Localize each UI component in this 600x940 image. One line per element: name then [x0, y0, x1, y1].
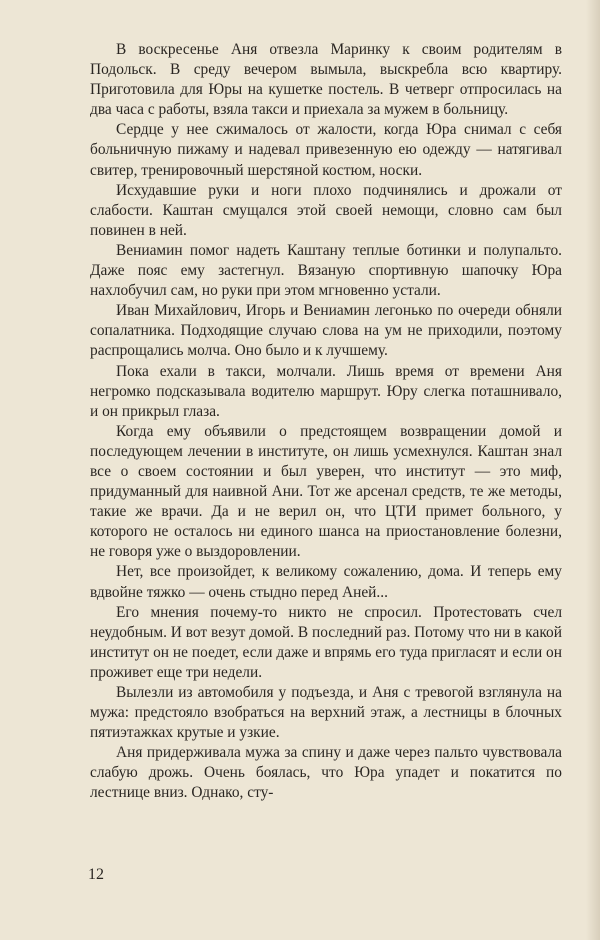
paragraph: Его мнения почему-то никто не спросил. Протестовать счел неудобным. И вот везут домой. В последний раз. Потому что ни в какой институт он не поедет, если даже и впрямь его туда пригласят и если он проживет еще три недели. [90, 603, 562, 681]
paragraph: Вылезли из автомобиля у подъезда, и Аня с тревогой взглянула на мужа: предстояло взобраться на верхний этаж, а лестницы в блочных пятиэтажках крутые и узкие. [90, 684, 562, 742]
paragraph: Нет, все произойдет, к великому сожалению, дома. И теперь ему вдвойне тяжко — очень стыдно перед Аней... [90, 563, 562, 601]
paragraph: Иван Михайлович, Игорь и Вениамин легонько по очереди обняли сопалатника. Подходящие случаю слова на ум не приходили, поэтому распрощались молча. Оно было и к лучшему. [90, 302, 562, 360]
paragraph: В воскресенье Аня отвезла Маринку к своим родителям в Подольск. В среду вечером вымыла, выскребла всю квартиру. Приготовила для Юры на кушетке постель. В четверг отпросилась на два часа с работы, взяла такси и приехала за мужем в больницу. [90, 41, 562, 119]
paragraph: Пока ехали в такси, молчали. Лишь время от времени Аня негромко подсказывала водителю маршрут. Юру слегка поташнивало, и он прикрыл глаза. [90, 362, 562, 420]
body-text [90, 40, 562, 804]
paragraph: Вениамин помог надеть Каштану теплые ботинки и полупальто. Даже пояс ему застегнул. Вязаную спортивную шапочку Юра нахлобучил сам, но руки при этом мгновенно устали. [90, 241, 562, 300]
page-number: 12 [88, 866, 104, 883]
paragraph: Аня придерживала мужа за спину и даже через пальто чувствовала слабую дрожь. Очень боялась, что Юра упадет и покатится по лестнице вниз. Однако, сту- [90, 744, 562, 802]
paragraph: Сердце у нее сжималось от жалости, когда Юра снимал с себя больничную пижаму и надевал привезенную ею одежду — натягивал свитер, тренировочный шерстяной костюм, носки. [90, 121, 562, 179]
paragraph: Когда ему объявили о предстоящем возвращении домой и последующем лечении в институте, он лишь усмехнулся. Каштан знал все о своем состоянии и был уверен, что институт — это миф, придуманный для наивной Ани. Тот же арсенал средств, те же методы, такие же врачи. Да и не верил он, что ЦТИ примет больного, у которого не осталось ни единого шанса на приостановление болезни, не говоря уже о выздоровлении. [90, 422, 562, 561]
paragraph: Исхудавшие руки и ноги плохо подчинялись и дрожали от слабости. Каштан смущался этой своей немощи, словно сам был повинен в ней. [90, 181, 562, 239]
